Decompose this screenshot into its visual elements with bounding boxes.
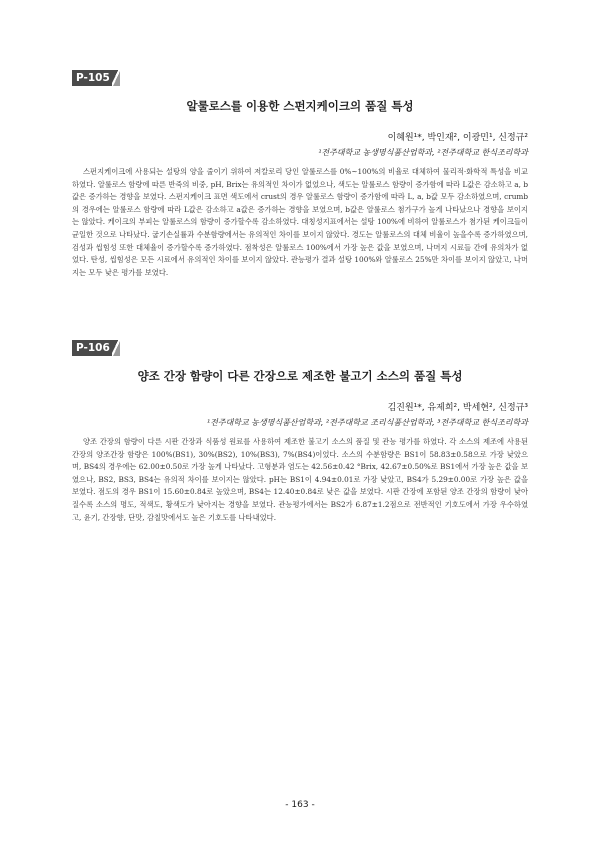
paper-tag: P-106 [72,340,112,356]
paper-affiliation: ¹전주대학교 농생명식품산업학과, ²전주대학교 조리식품산업학과, ³전주대학교 한식조리학과 [206,418,528,427]
paper-tag-badge [72,70,528,90]
paper-tag-badge [72,340,528,360]
paper-affiliation: ¹전주대학교 농생명식품산업학과, ²전주대학교 한식조리학과 [318,148,528,157]
paper-title: 양조 간장 함량이 다른 간장으로 제조한 불고기 소스의 품질 특성 [137,369,463,383]
page-number: - 163 - [285,800,315,810]
paper-abstract: 스펀지케이크에 사용되는 설탕의 양을 줄이기 위하여 저칼로리 당인 알룰로스를 0%~100%의 비율로 대체하여 물리적·화학적 특성을 비교하였다. 알룰로스 함량에 따른 반죽의 비중, pH, Brix는 유의적인 차이가 없었으나, 색도는 알룰로스 함량이 증가함에 따라 L값은 감소하고 a, b값은 증가하는 경향을 보였다. 스펀지케이크 표면 색도에서 crust의 경우 알룰로스 함량이 증가함에 따라 L, a, b값 모두 감소하였으며, crumb의 경우에는 알룰로스 함량에 따라 L값은 감소하고 a값은 증가하는 경향을 보였으며, b값은 알룰로스 첨가구가 높게 나타났으나 경향을 보이지는 않았다. 케이크의 부피는 알룰로스의 함량이 증가할수록 감소하였다. 대칭성지표에서는 설탕 100%에 비하여 알룰로스가 첨가된 케이크들이 균일한 것으로 나타났다. 굽기손실률과 수분함량에서는 유의적인 차이를 보이지 않았다. 경도는 알룰로스의 대체 비율이 높을수록 증가하였으며, 검성과 씹힘성 또한 대체율이 증가할수록 증가하였다. 점착성은 알룰로스 100%에서 가장 높은 값을 보였으며, 나머지 시료들 간에 유의차가 없었다. 탄성, 씹힘성은 모든 시료에서 유의적인 차이를 보이지 않았다. 관능평가 결과 설탕 100%와 알룰로스 25%만 차이를 보이지 않았고, 나머지는 모두 낮은 평가를 보였다. [72,167,528,277]
paper-abstract: 양조 간장의 함량이 다른 시판 간장과 식품성 원료를 사용하여 제조한 불고기 소스의 품질 및 관능 평가를 하였다. 각 소스의 제조에 사용된 간장의 양조간장 함량은 100%(BS1), 30%(BS2), 10%(BS3), 7%(BS4)이었다. 소스의 수분함량은 BS1이 58.83±0.58으로 가장 낮았으며, BS4의 경우에는 62.00±0.50로 가장 높게 나타났다. 고형분과 염도는 42.56±0.42 °Brix, 42.67±0.50%로 BS1에서 가장 높은 값을 보였으나, BS2, BS3, BS4는 유의적 차이를 보이지는 않았다. pH는 BS1이 4.94±0.01로 가장 낮았고, BS4가 5.29±0.00로 가장 높은 값을 보였다. 점도의 경우 BS1이 15.60±0.84로 높았으며, BS4는 12.40±0.84로 낮은 값을 보였다. 시판 간장에 포함된 양조 간장의 함량이 낮아질수록 소스의 명도, 적색도, 황색도가 낮아지는 경향을 보였다. 관능평가에서는 BS2가 6.87±1.2점으로 전반적인 기호도에서 가장 우수하였고, 윤기, 간장향, 단맛, 감칠맛에서도 높은 기호도를 나타내었다. [72,437,528,522]
paper-p106 [72,340,528,524]
paper-authors: 김진원¹*, 유제희², 박세현², 신정규³ [387,403,528,413]
tag-decoration [112,70,120,86]
paper-p105 [72,70,528,279]
paper-title: 알룰로스를 이용한 스펀지케이크의 품질 특성 [186,99,414,113]
paper-authors: 이혜원¹*, 박인재², 이광민¹, 신정규² [387,133,528,143]
tag-decoration [112,340,120,356]
paper-tag: P-105 [72,70,112,86]
